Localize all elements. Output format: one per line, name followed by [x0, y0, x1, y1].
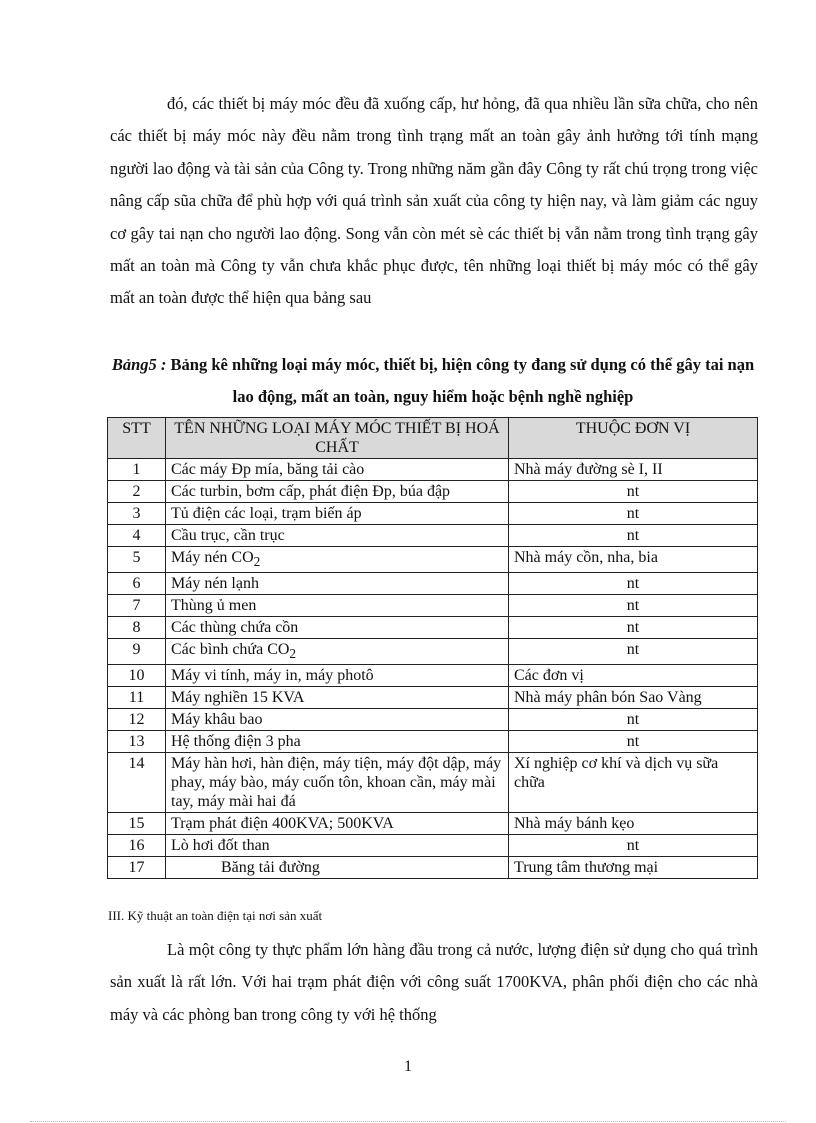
equipment-name-text: Trạm phát điện 400KVA; 500KVA [171, 815, 394, 833]
table-row [108, 665, 758, 687]
equipment-name-text: Máy nghiền 15 KVA [171, 689, 305, 707]
equipment-name-text: Máy nén CO [171, 549, 254, 566]
cell-equipment-name [166, 525, 509, 547]
table-row [108, 617, 758, 639]
table-row [108, 857, 758, 879]
page-number: 1 [404, 1058, 412, 1075]
header-unit: THUỘC ĐƠN VỊ [509, 418, 758, 459]
cell-unit: nt [509, 573, 758, 595]
cell-stt: 6 [108, 573, 166, 595]
equipment-name-text: Cầu trục, cần trục [171, 527, 285, 544]
header-stt: STT [108, 418, 166, 459]
equipment-name-text: Hệ thống điện 3 pha [171, 733, 301, 751]
cell-equipment-name [166, 835, 509, 857]
cell-stt: 9 [108, 639, 166, 665]
table-header-row [108, 418, 758, 459]
cell-stt: 1 [108, 459, 166, 481]
cell-stt: 16 [108, 835, 166, 857]
cell-stt: 17 [108, 857, 166, 879]
cell-equipment-name [166, 503, 509, 525]
table-row [108, 731, 758, 753]
equipment-name-text: Các máy Đp mía, băng tải cào [171, 461, 365, 478]
equipment-name-text: Máy hàn hơi, hàn điện, máy tiện, máy đột dập, máy phay, máy bào, máy cuốn tôn, khoan cần, máy mài tay, máy mài hai đá [171, 755, 502, 811]
cell-unit: Nhà máy cồn, nha, bia [509, 547, 758, 573]
cell-equipment-name [166, 813, 509, 835]
cell-unit: nt [509, 731, 758, 753]
cell-unit: nt [509, 595, 758, 617]
cell-unit: Nhà máy bánh kẹo [509, 813, 758, 835]
table-caption-label: Bảng5 : [111, 355, 167, 374]
table-row [108, 595, 758, 617]
table-row [108, 459, 758, 481]
cell-unit: Trung tâm thương mại [509, 857, 758, 879]
table-row [108, 639, 758, 665]
section-heading: III. Kỹ thuật an toàn điện tại nơi sản xuất [108, 908, 323, 923]
cell-stt: 7 [108, 595, 166, 617]
cell-stt: 13 [108, 731, 166, 753]
cell-stt: 12 [108, 709, 166, 731]
equipment-name-text: Tủ điện các loại, trạm biến áp [171, 505, 362, 522]
table-row [108, 481, 758, 503]
table-row [108, 503, 758, 525]
cell-stt: 3 [108, 503, 166, 525]
cell-equipment-name [166, 481, 509, 503]
table-row [108, 813, 758, 835]
equipment-name-text: Máy vi tính, máy in, máy photô [171, 667, 374, 685]
equipment-name-text: Máy khâu bao [171, 711, 263, 729]
cell-stt: 2 [108, 481, 166, 503]
cell-equipment-name [166, 639, 509, 665]
table-caption [108, 349, 758, 413]
cell-equipment-name [166, 459, 509, 481]
cell-equipment-name [166, 753, 509, 813]
cell-unit: Các đơn vị [509, 665, 758, 687]
cell-unit: nt [509, 639, 758, 665]
cell-unit: nt [509, 525, 758, 547]
cell-equipment-name [166, 595, 509, 617]
table-row [108, 547, 758, 573]
equipment-name-text: Băng tải đường [221, 859, 320, 877]
body-paragraph: đó, các thiết bị máy móc đều đã xuống cấp, hư hỏng, đã qua nhiều lần sữa chữa, cho nên các thiết bị máy móc này đều nằm trong tình trạng mất an toàn gây ảnh hưởng tới tính mạng người lao động và tài sản của Công ty. Trong những năm gần đây Công ty rất chú trọng trong việc nâng cấp sũa chữa để phù hợp với quá trình sản xuất của công ty hiện nay, và làm giảm các nguy cơ gây tai nạn cho người lao động. Song vẫn còn mét sè các thiết bị vẫn nằm trong tình trạng gây mất an toàn mà Công ty vẫn chưa khắc phục được, tên những loại thiết bị máy móc có thể gây mất an toàn được thể hiện qua bảng sau [110, 94, 758, 308]
cell-stt: 15 [108, 813, 166, 835]
cell-equipment-name [166, 617, 509, 639]
cell-unit: Nhà máy phân bón Sao Vàng [509, 687, 758, 709]
cell-equipment-name [166, 665, 509, 687]
equipment-name-text: Thùng ủ men [171, 597, 257, 615]
cell-equipment-name [166, 857, 509, 879]
cell-stt: 5 [108, 547, 166, 573]
cell-unit: nt [509, 709, 758, 731]
cell-unit: Nhà máy đường sè I, II [509, 459, 758, 481]
table-body [108, 459, 758, 879]
equipment-name-text: Các thùng chứa cồn [171, 619, 299, 637]
table-caption-text: Bảng kê những loại máy móc, thiết bị, hiện công ty đang sử dụng có thể gây tai nạn lao động, mất an toàn, nguy hiểm hoặc bệnh nghề nghiệp [170, 355, 755, 406]
cell-unit: nt [509, 481, 758, 503]
cell-stt: 11 [108, 687, 166, 709]
equipment-name-text: Lò hơi đốt than [171, 837, 270, 855]
table-row [108, 525, 758, 547]
cell-unit: nt [509, 835, 758, 857]
cell-equipment-name [166, 731, 509, 753]
table-row [108, 709, 758, 731]
cell-unit: Xí nghiệp cơ khí và dịch vụ sữa chữa [509, 753, 758, 813]
cell-stt: 14 [108, 753, 166, 813]
subscript-2: 2 [253, 554, 261, 570]
equipment-name-text: Các bình chứa CO [171, 641, 290, 659]
body-paragraph-2: Là một công ty thực phẩm lớn hàng đầu trong cả nước, lượng điện sử dụng cho quá trình sản xuất là rất lớn. Với hai trạm phát điện với công suất 1700KVA, phân phối điện cho các nhà máy và các phòng ban trong công ty với hệ thống [110, 940, 758, 1024]
cell-equipment-name [166, 687, 509, 709]
cell-equipment-name [166, 709, 509, 731]
cell-unit: nt [509, 503, 758, 525]
equipment-name-text: Các turbin, bơm cấp, phát điện Đp, búa đập [171, 483, 451, 500]
cell-stt: 8 [108, 617, 166, 639]
page-divider [30, 1121, 786, 1122]
equipment-name-text: Máy nén lạnh [171, 575, 259, 593]
table-row [108, 573, 758, 595]
table-row [108, 835, 758, 857]
cell-equipment-name [166, 573, 509, 595]
cell-equipment-name [166, 547, 509, 573]
header-equipment-name: TÊN NHỮNG LOẠI MÁY MÓC THIẾT BỊ HOÁ CHẤT [166, 418, 509, 459]
table-row [108, 687, 758, 709]
subscript-2: 2 [289, 646, 297, 662]
cell-unit: nt [509, 617, 758, 639]
cell-stt: 4 [108, 525, 166, 547]
cell-stt: 10 [108, 665, 166, 687]
table-row [108, 753, 758, 813]
equipment-table [107, 417, 758, 879]
